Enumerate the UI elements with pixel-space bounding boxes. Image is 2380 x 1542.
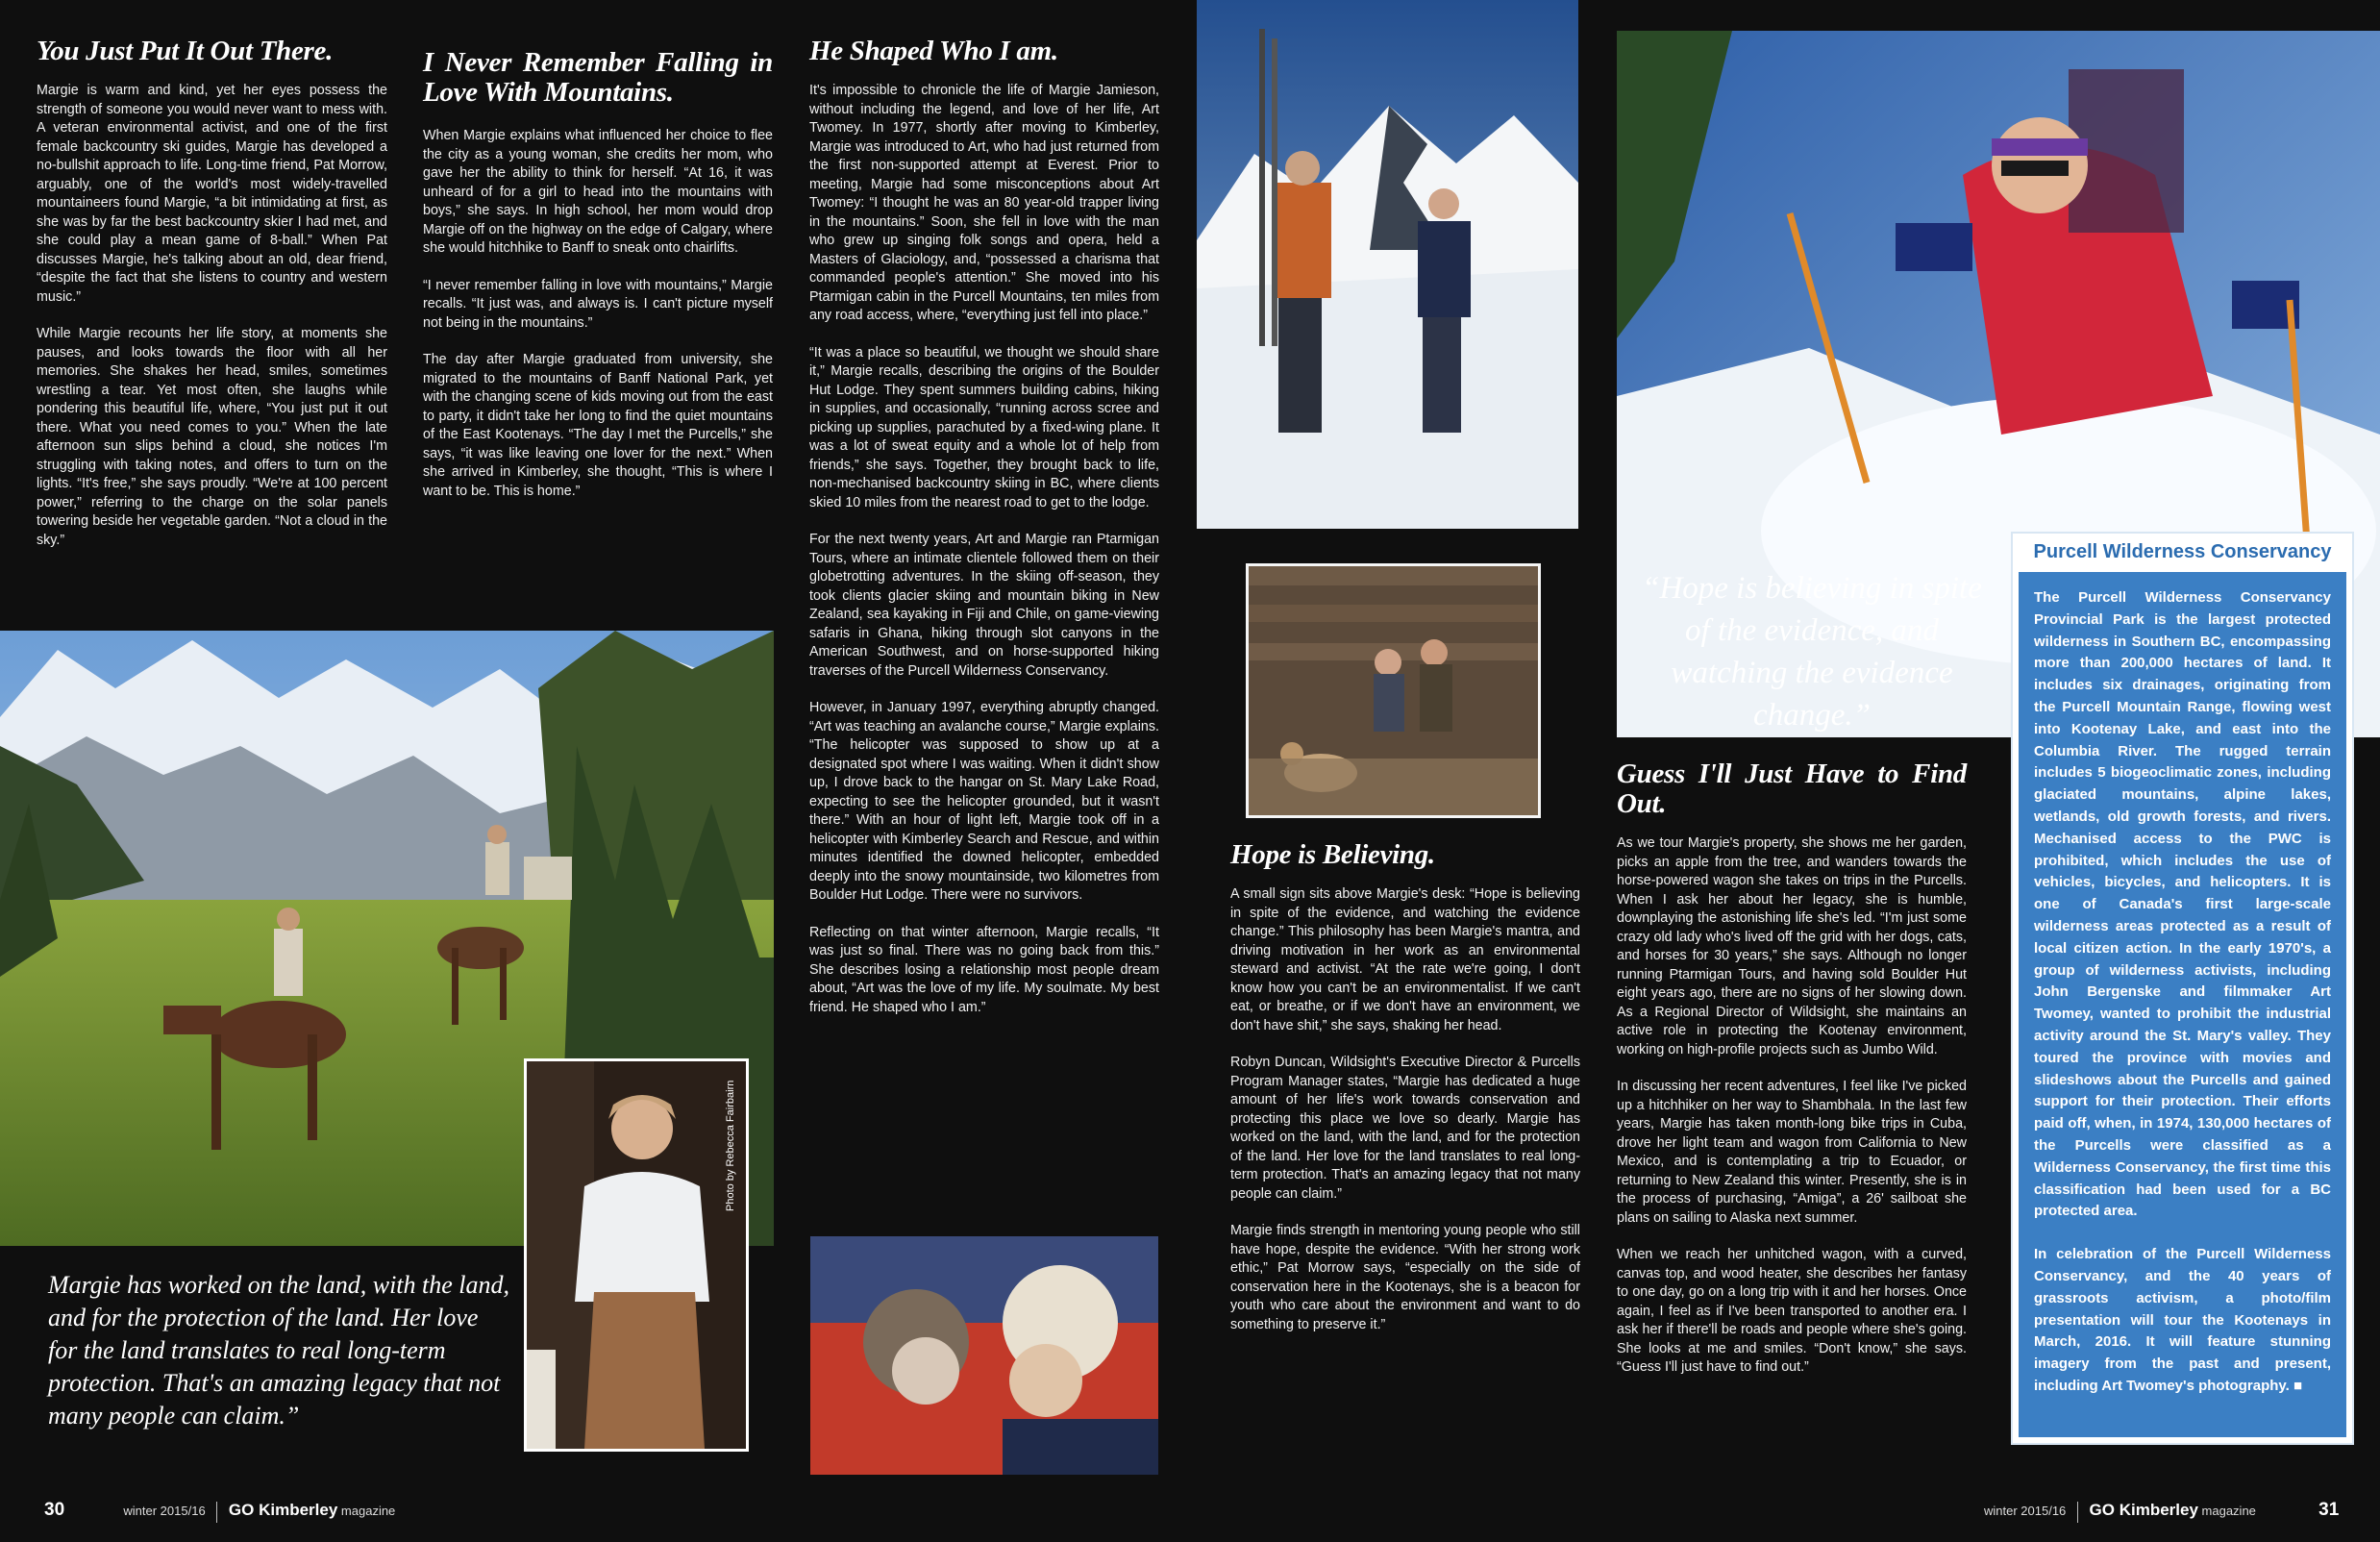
paragraph: However, in January 1997, everything abruptly changed. “Art was teaching an avalanche course,” Margie explains. “The helicopter was supposed to show up at a designated spot where I was waiting. When it didn't show up, I drove back to the hangar on St. Mary Lake Road, expecting to see the helicopter grounded, but it wasn't there.” With an hour of light left, Margie took off in a helicopter with Kimberley Search and Rescue, and within minutes identified the downed helicopter, embedded deeply into the snowy mountainside, two kilometres from Boulder Hut Lodge. There were no survivors. bbox=[809, 700, 1159, 903]
heading-he-shaped-who-i-am: He Shaped Who I am. bbox=[809, 36, 1058, 66]
paragraph: While Margie recounts her life story, at moments she pauses, and looks towards the floor with all her memories. She shakes her head, smiles, sometimes wrestling a tear. Yet most often, she laughs while pondering this beautiful life, where, “You just put it out there. What you need comes to you.” When the late afternoon sun slips behind a cloud, she notices I'm struggling with taking notes, and offers to turn on the lights. “It's free,” she says proudly. “We're at 100 percent power,” referring to the charge on the solar panels towering beside her vegetable garden. “Not a cloud in the sky.” bbox=[37, 326, 387, 548]
heading-hope-is-believing: Hope is Believing. bbox=[1230, 839, 1435, 870]
issue-date: winter 2015/16 bbox=[1984, 1504, 2067, 1518]
photo-skiers-summit bbox=[1197, 0, 1578, 529]
sidebar-purcell-conservancy bbox=[2011, 532, 2354, 1445]
photo-portrait-margie bbox=[524, 1058, 749, 1452]
paragraph: When Margie explains what influenced her choice to flee the city as a young woman, she credits her mom, who gave her the ability to think for herself. “At 16, it was unheard of for a girl to head into the mountains with boys,” she says. In high school, her mom would drop Margie off on the highway on the edge of Calgary, where she would hitchhike to Banff to sneak onto chairlifts. bbox=[423, 128, 773, 256]
heading-never-remember-falling: I Never Remember Falling in Love With Mountains. bbox=[423, 47, 773, 108]
paragraph: Reflecting on that winter afternoon, Margie recalls, “It was just so final. There was no going back from this.” She describes losing a relationship most people dream about, “Art was the love of my life. My soulmate. My best friend. He shaped who I am.” bbox=[809, 924, 1159, 1015]
paragraph: A small sign sits above Margie's desk: “Hope is believing in spite of the evidence, and watching the evidence change.” This philosophy has been Margie's mantra, and driving motivation in her work as an environmental steward and activist. “At the rate we're going, I don't know how you can't be an environmentalist. If we can't eat, or breathe, or if we don't have an environment, we don't have shit,” she says, shaking her head. bbox=[1230, 886, 1580, 1033]
paragraph: Margie finds strength in mentoring young people who still have hope, despite the evidence. “With her strong work ethic,” Pat Morrow says, “especially on the side of conservation here in the Kootenays, she is a beacon for youth who care about the environment and want to do something to preserve it.” bbox=[1230, 1223, 1580, 1332]
sidebar-title: Purcell Wilderness Conservancy bbox=[2013, 534, 2352, 569]
heading-you-just-put-it-out-there: You Just Put It Out There. bbox=[37, 36, 334, 66]
footer-left bbox=[44, 1500, 395, 1523]
heading-guess-ill-just-have-to-find-out: Guess I'll Just Have to Find Out. bbox=[1617, 759, 1967, 819]
magazine-brand: GO Kimberley bbox=[228, 1501, 338, 1519]
paragraph: For the next twenty years, Art and Margie ran Ptarmigan Tours, where an intimate clientele followed them on their globetrotting adventures. In the skiing off-season, they took clients glacier skiing and mountain biking in New Zealand, sea kayaking in Fiji and Chile, on game-viewing safaris in Ghana, hiking through slot canyons in the American Southwest, and on horse-supported hiking traverses of the Purcell Wilderness Conservancy. bbox=[809, 532, 1159, 679]
sidebar-paragraph: In celebration of the Purcell Wilderness Conservancy, and the 40 years of grassroots activism, a photo/film presentation will tour the Kootenays in March, 2016. It will feature stunning imagery from the past and present, including Art Twomey's photography. ■ bbox=[2034, 1246, 2331, 1394]
pullquote-right: “Hope is believing in spite of the evidence, and watching the evidence change.” bbox=[1642, 571, 1982, 733]
sidebar-paragraph: The Purcell Wilderness Conservancy Provincial Park is the largest protected wilderness in Southern BC, encompassing more than 200,000 hectares of land. It includes six drainages, originating from the Purcell Mountain Range, flowing west into Kootenay Lake, and east into the Columbia River. The rugged terrain includes 5 biogeoclimatic zones, including glaciated mountains, alpine lakes, wetlands, old growth forests, and rivers. Mechanised access to the PWC is prohibited, which includes the use of vehicles, bicycles, and helicopters. It is one of Canada's first large-scale wilderness areas protected as a result of local citizen action. In the early 1970's, a group of wilderness activists, including John Bergenske and filmmaker Art Twomey, wanted to prohibit the industrial activity around the St. Mary's valley. They toured the province with movies and slideshows about the Purcells and gained support for their protection. Their efforts paid off, when, in 1974, 130,000 hectares of the Purcells were classified as a Wilderness Conservancy, the first time this classification had been used for a BC protected area. bbox=[2034, 589, 2331, 1220]
issue-date: winter 2015/16 bbox=[123, 1504, 206, 1518]
pullquote-left: Margie has worked on the land, with the land, and for the protection of the land. Her love for the land translates to real long-term protection. That's an amazing legacy that not many people can claim.” bbox=[48, 1271, 509, 1430]
paragraph: “It was a place so beautiful, we thought we should share it,” Margie recalls, describing the origins of the Boulder Hut Lodge. They spent summers building cabins, hiking in supplies, and occasionally, “running across scree and picking up supplies, parachuted by a fixed-wing plane. It was a lot of sweat equity and a whole lot of help from friends,” she says. Together, they brought back to life, non-mechanised backcountry skiing in BC, where clients skied 10 miles from the nearest road to get to the lodge. bbox=[809, 344, 1159, 510]
divider bbox=[2077, 1502, 2078, 1523]
magazine-suffix: magazine bbox=[2201, 1504, 2256, 1518]
paragraph: In discussing her recent adventures, I feel like I've picked up a hitchhiker on her way to Shambhala. In the last few years, Margie has taken month-long bike trips in Cuba, drove her light team and wagon from California to New Mexico, and is contemplating a trip to Ecuador, or returning to New Zealand this winter. Presently, she is in the process of purchasing, “Amiga”, a 26' sailboat she plans on sailing to Alaska next summer. bbox=[1617, 1079, 1967, 1226]
column-2 bbox=[423, 48, 773, 519]
page-number: 31 bbox=[2318, 1500, 2340, 1520]
magazine-brand: GO Kimberley bbox=[2089, 1501, 2198, 1519]
column-5 bbox=[1617, 759, 1967, 1396]
page-number: 30 bbox=[44, 1500, 65, 1520]
photo-credit: Photo by Rebecca Fairbairn bbox=[725, 1080, 736, 1211]
paragraph: It's impossible to chronicle the life of Margie Jamieson, without including the legend, and love of her life, Art Twomey. In 1977, shortly after moving to Kimberley, Margie was introduced to Art, who had just returned from the first non-supported attempt at Everest. Prior to meeting, Margie had some misconceptions about Art Twomey: “I thought he was an 80 year-old trapper living in the mountains.” Soon, she fell in love with the man who grew up singing folk songs and opera, held a Masters of Glaciology, and, “possessed a charisma that commanded people's attention.” She moved into his Ptarmigan cabin in the Purcell Mountains, ten miles from any road access, where, “everything just fell into place.” bbox=[809, 83, 1159, 323]
magazine-suffix: magazine bbox=[340, 1504, 396, 1518]
paragraph: “I never remember falling in love with mountains,” Margie recalls. “It just was, and always is. I can't picture myself not being in the mountains.” bbox=[423, 277, 773, 331]
column-1 bbox=[37, 37, 387, 568]
sidebar-body bbox=[2019, 572, 2346, 1437]
column-3 bbox=[809, 37, 1159, 1035]
paragraph: Robyn Duncan, Wildsight's Executive Director & Purcells Program Manager states, “Margie has dedicated a huge amount of her life's work towards conservation and protecting this place we love so dearly. Margie has worked on the land, with the land, and for the protection of the land. Her love for the land translates to real long-term protection. That's an amazing legacy that not many people can claim.” bbox=[1230, 1055, 1580, 1202]
paragraph: The day after Margie graduated from university, she migrated to the mountains of Banff National Park, yet with the changing scene of kids moving out from the east to party, it didn't take her long to find the quiet mountains of the East Kootenays. “The day I met the Purcells,” she says, “it was like leaving one lover for the next.” When she arrived in Kimberley, she thought, “This is where I want to be. This is home.” bbox=[423, 352, 773, 499]
photo-frosty-faces bbox=[810, 1236, 1158, 1475]
photo-cabin-couple-dog bbox=[1246, 563, 1541, 818]
footer-right bbox=[1984, 1500, 2339, 1523]
column-4 bbox=[1230, 840, 1580, 1353]
paragraph: As we tour Margie's property, she shows me her garden, picks an apple from the tree, and wanders towards the horse-powered wagon she takes on trips in the Purcells. When I ask her about her legacy, she is humble, downplaying the astonishing life she's led. “I'm just some crazy old lady who's lived off the grid with her dogs, cats, and horses for 30 years,” she says. Although no longer running Ptarmigan Tours, and having sold Boulder Hut eight years ago, there are no signs of her slowing down. As a Regional Director of Wildsight, she maintains an active role in protecting the Kootenay environment, working on high-profile projects such as Jumbo Wild. bbox=[1617, 835, 1967, 1057]
paragraph: Margie is warm and kind, yet her eyes possess the strength of someone you would never want to mess with. A veteran environmental activist, and one of the first female backcountry ski guides, Margie has developed a no-bullshit approach to life. Long-time friend, Pat Morrow, arguably, one of the world's most widely-travelled mountaineers found Margie, “a bit intimidating at first, as she was by far the best backcountry skier I had met, and she could play a mean game of 8-ball.” When Pat discusses Margie, he's talking about an old, dear friend, “despite the fact that she listens to country and western music.” bbox=[37, 83, 387, 305]
divider bbox=[216, 1502, 217, 1523]
paragraph: When we reach her unhitched wagon, with a curved, canvas top, and wood heater, she describes her fantasy to one day, go on a long trip with it and her horses. Once again, I feel as if I've been transported to another era. I ask her if there'll be roads and people where she's going. She looks at me and smiles. “Don't know,” she says. “Guess I'll just have to find out.” bbox=[1617, 1247, 1967, 1375]
